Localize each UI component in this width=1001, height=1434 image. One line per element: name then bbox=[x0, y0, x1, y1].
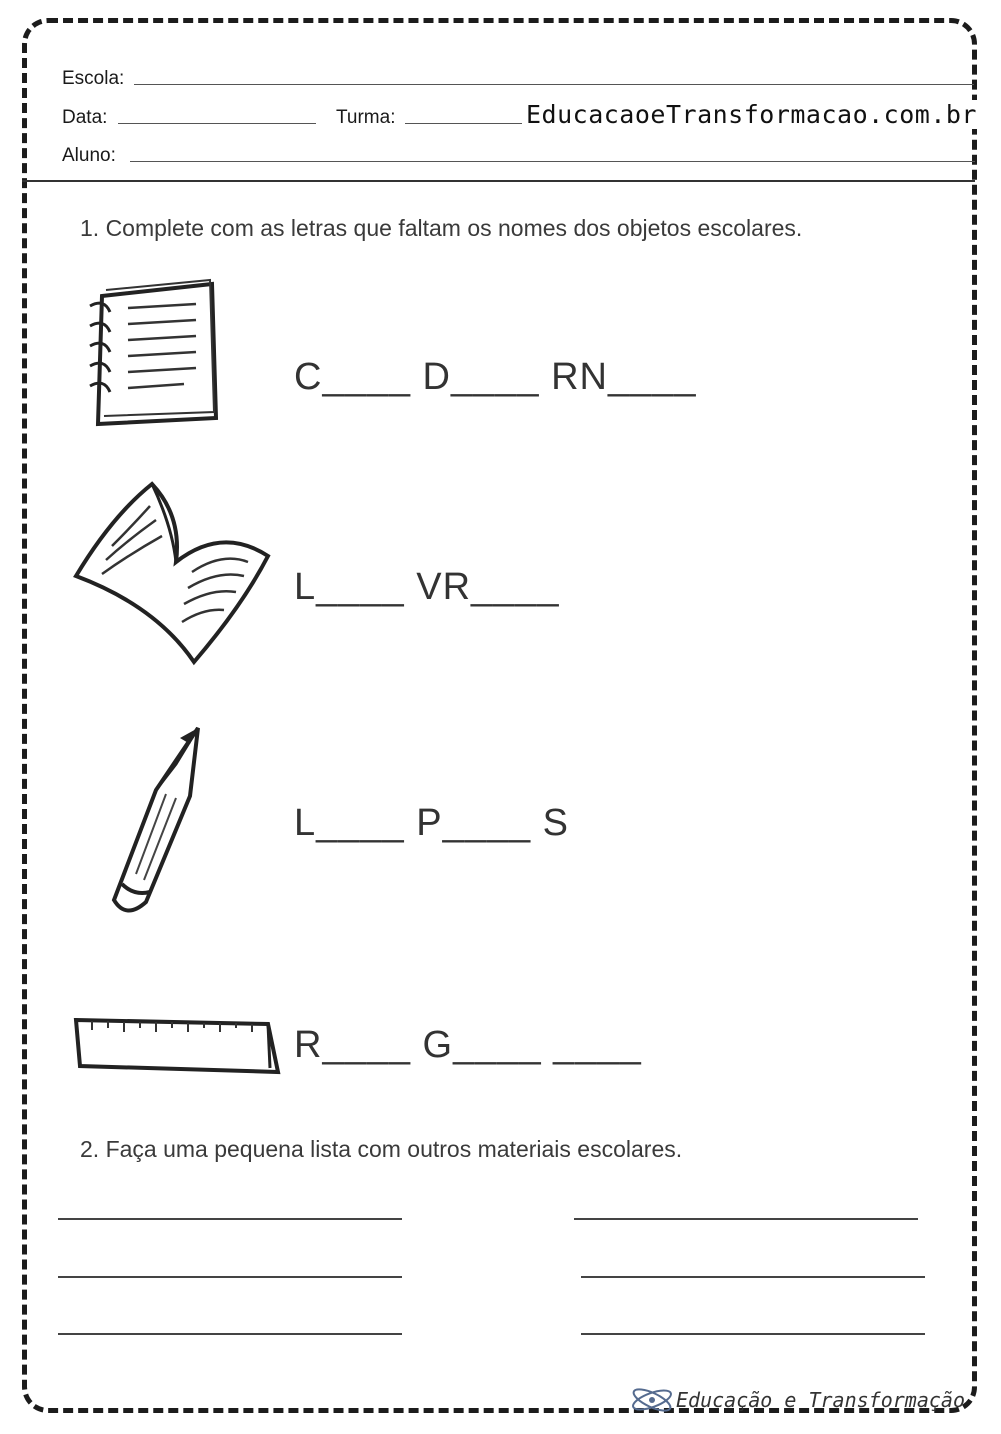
answer-line[interactable] bbox=[574, 1218, 918, 1220]
word-ruler: R____ G____ ____ bbox=[294, 1024, 642, 1066]
header-separator bbox=[22, 180, 975, 182]
word-pencil: L____ P____ S bbox=[294, 802, 570, 844]
answer-line[interactable] bbox=[58, 1276, 402, 1278]
book-icon bbox=[72, 476, 272, 666]
atom-logo-icon bbox=[628, 1382, 676, 1418]
school-label: Escola: bbox=[62, 68, 125, 89]
answer-line[interactable] bbox=[581, 1333, 925, 1335]
date-label: Data: bbox=[62, 107, 108, 128]
footer-brand bbox=[628, 1382, 965, 1418]
ruler-icon bbox=[72, 1014, 282, 1080]
answer-line[interactable] bbox=[58, 1218, 402, 1220]
class-label: Turma: bbox=[336, 107, 396, 128]
notebook-icon bbox=[84, 278, 224, 430]
answer-line[interactable] bbox=[58, 1333, 402, 1335]
footer-brand-text: Educação e Transformação bbox=[676, 1388, 965, 1412]
site-watermark: EducacaoeTransformacao.com.br bbox=[522, 100, 981, 129]
date-field[interactable] bbox=[118, 123, 316, 124]
question-1-text: 1. Complete com as letras que faltam os nomes dos objetos escolares. bbox=[80, 215, 803, 241]
student-field[interactable] bbox=[130, 161, 975, 162]
question-2-text: 2. Faça uma pequena lista com outros materiais escolares. bbox=[80, 1136, 683, 1162]
word-notebook: C____ D____ RN____ bbox=[294, 356, 697, 398]
word-book: L____ VR____ bbox=[294, 566, 560, 608]
student-label: Aluno: bbox=[62, 145, 116, 166]
school-field[interactable] bbox=[134, 84, 974, 85]
pencil-icon bbox=[106, 724, 206, 924]
answer-line[interactable] bbox=[581, 1276, 925, 1278]
